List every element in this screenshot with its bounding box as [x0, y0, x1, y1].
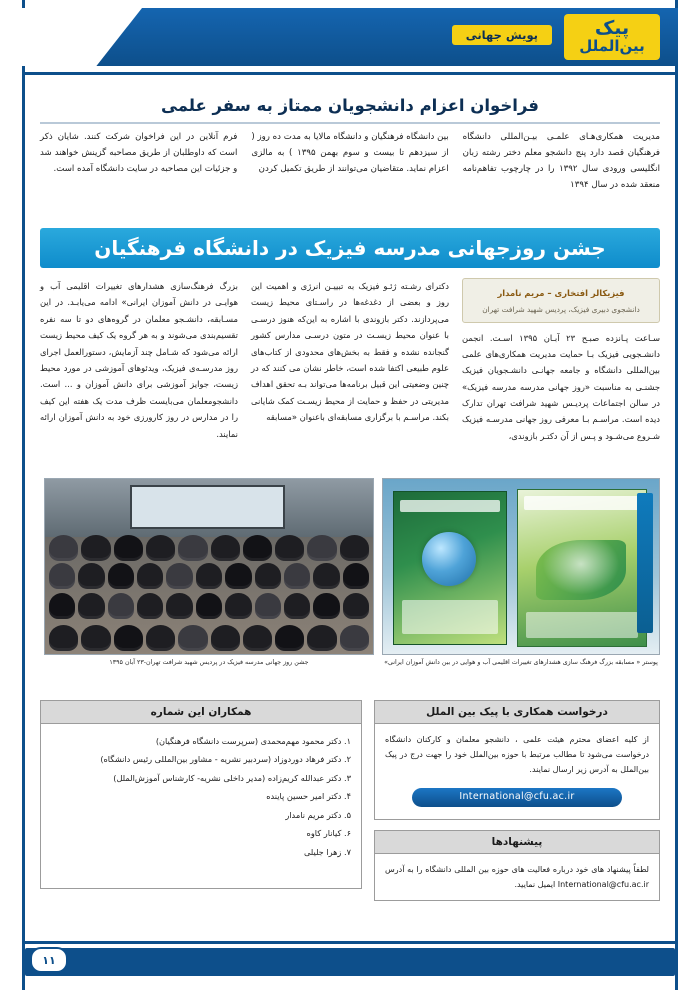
audience-head-icon	[146, 625, 175, 651]
colleagues-panel-title: همکاران این شماره	[40, 700, 362, 724]
list-item: ۵. دکتر مریم نامدار	[285, 809, 351, 820]
poster-photo-caption: پوستر « مسابقه بزرگ فرهنگ سازی هشدارهای تغییرات اقلیمی آب و هوایی در بین دانش آموزان ایرانی»	[384, 659, 658, 666]
section-pill: پویش جهانی	[452, 25, 552, 45]
audience-head-icon	[275, 535, 304, 561]
audience-head-icon	[49, 563, 75, 589]
audience-head-icon	[313, 563, 339, 589]
audience-head-icon	[255, 593, 281, 619]
poster-banner-strip	[637, 493, 653, 633]
bottom-panels	[40, 700, 660, 901]
audience-head-icon	[166, 563, 192, 589]
audience-head-icon	[225, 563, 251, 589]
audience-head-icon	[343, 593, 369, 619]
audience-head-icon	[313, 593, 339, 619]
audience-head-icon	[114, 625, 143, 651]
logo-line-2: بین‌الملل	[579, 37, 645, 56]
audience-head-icon	[81, 625, 110, 651]
audience-head-icon	[78, 593, 104, 619]
right-frame-rule	[675, 0, 678, 990]
audience-photo	[44, 478, 374, 655]
suggestions-panel-title: پیشنهادها	[374, 830, 660, 854]
poster-energy-footer	[402, 600, 498, 634]
byline-role: دانشجوی دبیری فیزیک، پردیس شهید شرافت تهران	[482, 305, 640, 315]
footer-rule	[25, 941, 675, 944]
audience-head-icon	[275, 625, 304, 651]
footer-bar	[25, 948, 675, 976]
list-item: ۴. دکتر امیر حسین پاینده	[266, 791, 351, 802]
audience-head-icon	[340, 535, 369, 561]
audience-photo-caption: جشن روز جهانی مدرسه فیزیک در پردیس شهید شرافت تهران-۲۳ آبان ۱۳۹۵	[109, 659, 309, 666]
colleagues-panel	[40, 700, 362, 901]
audience-row	[45, 625, 373, 651]
cooperation-panel-text: از کلیه اعضای محترم هیئت علمی ، دانشجو معلمان و کارکنان دانشگاه درخواست می‌شود تا مطالب مرتبط با حوزه بین‌الملل خود را جهت درج در پیک بین‌الملل به آدرس زیر ارسال نمایند.	[385, 735, 649, 775]
poster-environment-footer	[526, 612, 638, 638]
audience-head-icon	[255, 563, 281, 589]
article-2-column-1	[462, 278, 660, 444]
masthead-rule	[25, 72, 675, 75]
left-frame-rule	[22, 0, 25, 990]
audience-photo-block	[44, 478, 374, 666]
audience-head-icon	[284, 563, 310, 589]
audience-head-icon	[211, 535, 240, 561]
audience-head-icon	[137, 593, 163, 619]
article-2-banner-title: جشن روزجهانی مدرسه فیزیک در دانشگاه فرهنگیان	[94, 236, 606, 260]
poster-energy	[393, 491, 507, 645]
audience-head-icon	[178, 625, 207, 651]
poster-environment	[517, 489, 647, 647]
audience-head-icon	[166, 593, 192, 619]
colleagues-panel-body	[40, 724, 362, 889]
article-1-column-1: مدیریت همکاری‌هـای علمـی بیـن‌المللی دانشگاه فرهنگیان قصد دارد پنج دانشجو معلم دختر رشته زبان انگلیسی ورودی سال ۱۳۹۲ را در چارچوب تفاهم‌نامه منعقد شده در سال ۱۳۹۴	[462, 132, 660, 190]
audience-head-icon	[343, 563, 369, 589]
publication-logo	[564, 14, 660, 60]
audience-row	[45, 563, 373, 589]
colleagues-list	[51, 732, 351, 861]
byline-name: فیزیکالر افتخاری – مریم نامدار	[497, 288, 625, 298]
article-2-column-2: دکترای رشـته ژئـو فیزیک به تبییـن انرژی و اهمیت این روز و بعضی از دغدغه‌ها در راسـتای محیط زیست می‌پردازند. دکتر بازوندی با اشاره به این‌که هنوز درسـی با عنوان محیط زیسـت در متون درسـی مدارس کشور گنجانده نشده و فقط به بخش‌های محدودی از کتاب‌های علوم طبیعی اکتفا شده است، خاطر نشان می کنند که در چنین وضعیتی این قبیل برنامه‌ها می‌تواند بـه تحقق اهداف مدیریتی در حفظ و حمایت از محیط زیسـت کمک شایانی بکند. مراسـم با برگزاری مسابقه‌ای باعنوان «مسابقه	[251, 281, 449, 423]
poster-photo	[382, 478, 660, 655]
audience-head-icon	[307, 625, 336, 651]
cooperation-panel-title: درخواست همکاری با پیک بین الملل	[374, 700, 660, 724]
audience-head-icon	[49, 535, 78, 561]
audience-head-icon	[49, 593, 75, 619]
audience-head-icon	[178, 535, 207, 561]
article-2-byline	[462, 278, 660, 323]
list-item: ۲. دکتر فرهاد دوردوزاد (سردبیر نشریه - مشاور بین‌المللی رئیس دانشگاه)	[100, 754, 351, 765]
cooperation-panel	[374, 700, 660, 901]
audience-head-icon	[284, 593, 310, 619]
audience-head-icon	[211, 625, 240, 651]
photo-strip	[40, 478, 660, 666]
poster-environment-globe	[536, 540, 626, 600]
audience-head-icon	[243, 535, 272, 561]
article-2-text-1: سـاعت پـانزده صبـح ۲۳ آبـان ۱۳۹۵ اسـت. انجمن دانشـجویی فیزیک بـا حمایت مدیریت همکاری‌های علمی بین‌المللی دانشگاه و جامعه جهانـی دانشـجویان فیزیک جشنـی به مناسبت «روز جهانی مدرسه مدرسه فیزیک» در سالن اجتماعات پردیـس شهید شرافت تهران تدارک دیده است. مراسـم بـا معرفی روز جهانی مدرسـه فیزیک شـروع می‌شـود و پـس از آن دکتـر بازوندی،	[462, 332, 660, 441]
audience-head-icon	[225, 593, 251, 619]
list-item: ۳. دکتر عبدالله کریم‌زاده (مدیر داخلی نشریه- کارشناس آموزش‌الملل)	[113, 772, 351, 783]
audience-head-icon	[114, 535, 143, 561]
article-2-columns	[40, 278, 660, 444]
audience-stage	[45, 479, 373, 537]
presentation-screen	[130, 485, 285, 529]
audience-row	[45, 593, 373, 619]
audience-head-icon	[243, 625, 272, 651]
cooperation-panel-body	[374, 724, 660, 820]
cooperation-email-button[interactable]: International@cfu.ac.ir	[412, 788, 622, 807]
poster-energy-header	[400, 500, 500, 512]
poster-photo-block	[382, 478, 660, 666]
list-item: ۷. زهرا جلیلی	[303, 846, 351, 857]
suggestions-panel-body: لطفاً پیشنهاد های خود درباره فعالیت های حوزه بین المللی دانشگاه را به آدرس International@cfu.ac.ir ایمیل نمایید.	[374, 854, 660, 901]
audience-head-icon	[108, 593, 134, 619]
poster-energy-globe	[422, 532, 476, 586]
audience-head-icon	[196, 563, 222, 589]
page-number: ۱۱	[30, 947, 68, 973]
masthead	[22, 8, 678, 70]
audience-row	[45, 535, 373, 561]
audience-head-icon	[108, 563, 134, 589]
list-item: ۱. دکتر محمود مهم‌محمدی (سرپرست دانشگاه فرهنگیان)	[155, 736, 351, 746]
logo-line-1: پیک	[594, 17, 630, 40]
audience-head-icon	[78, 563, 104, 589]
audience-head-icon	[340, 625, 369, 651]
audience-head-icon	[307, 535, 336, 561]
audience-head-icon	[196, 593, 222, 619]
article-1-title: فراخوان اعزام دانشجویان ممتاز به سفر علمی	[161, 96, 539, 115]
audience-rows	[45, 531, 373, 654]
list-item: ۶. کیانار کاوه	[306, 828, 351, 839]
article-1-column-3: فرم آنلاین در این فراخوان شرکت کنند. شایان ذکر است که داوطلبان از طریق مصاحبه گزینش خواهند شد و جزئیات این مصاحبه در سایت دانشگاه آمده است.	[40, 132, 238, 174]
audience-head-icon	[137, 563, 163, 589]
audience-head-icon	[81, 535, 110, 561]
article-1-divider	[40, 122, 660, 124]
audience-head-icon	[49, 625, 78, 651]
article-2-column-3: بزرگ فرهنگ‌سازی هشدارهای تغییرات اقلیمی آب و هوایـی در دانش آموزان ایرانی» ادامه می‌یابـد. در این مسـابقه، دانشـجو معلمان در گروه‌های دو تا سه نفره تقسیم‌بندی می‌شوند و به هر گروه یک کیف محیط زیست ارائه می‌شود که شـامل چند آزمایش، دستورالعمل اجرای روز مدرسـه‌ی فیزیک، ویدئوهای آموزشی در مورد محیط زیست، جوایز آموزشی برای دانش آموزان و ... است. دانشجومعلمان می‌بایست ظرف مدت یک هفته این کیف را در مدارس در روز کارورزی خود به دانش آموزان ارائه نمایند.	[40, 281, 238, 439]
article-2-banner	[40, 228, 660, 268]
article-1-columns	[40, 130, 660, 194]
audience-head-icon	[146, 535, 175, 561]
article-1-column-2: بین دانشگاه فرهنگیان و دانشگاه مالایا به مدت ده روز ( از سیزدهم تا بیست و سوم بهمن ۱۳۹۵ ) به مالزی اعزام نماید. متقاضیان می‌توانند از طریق تکمیل کردن	[251, 132, 449, 174]
poster-environment-header	[524, 496, 640, 510]
